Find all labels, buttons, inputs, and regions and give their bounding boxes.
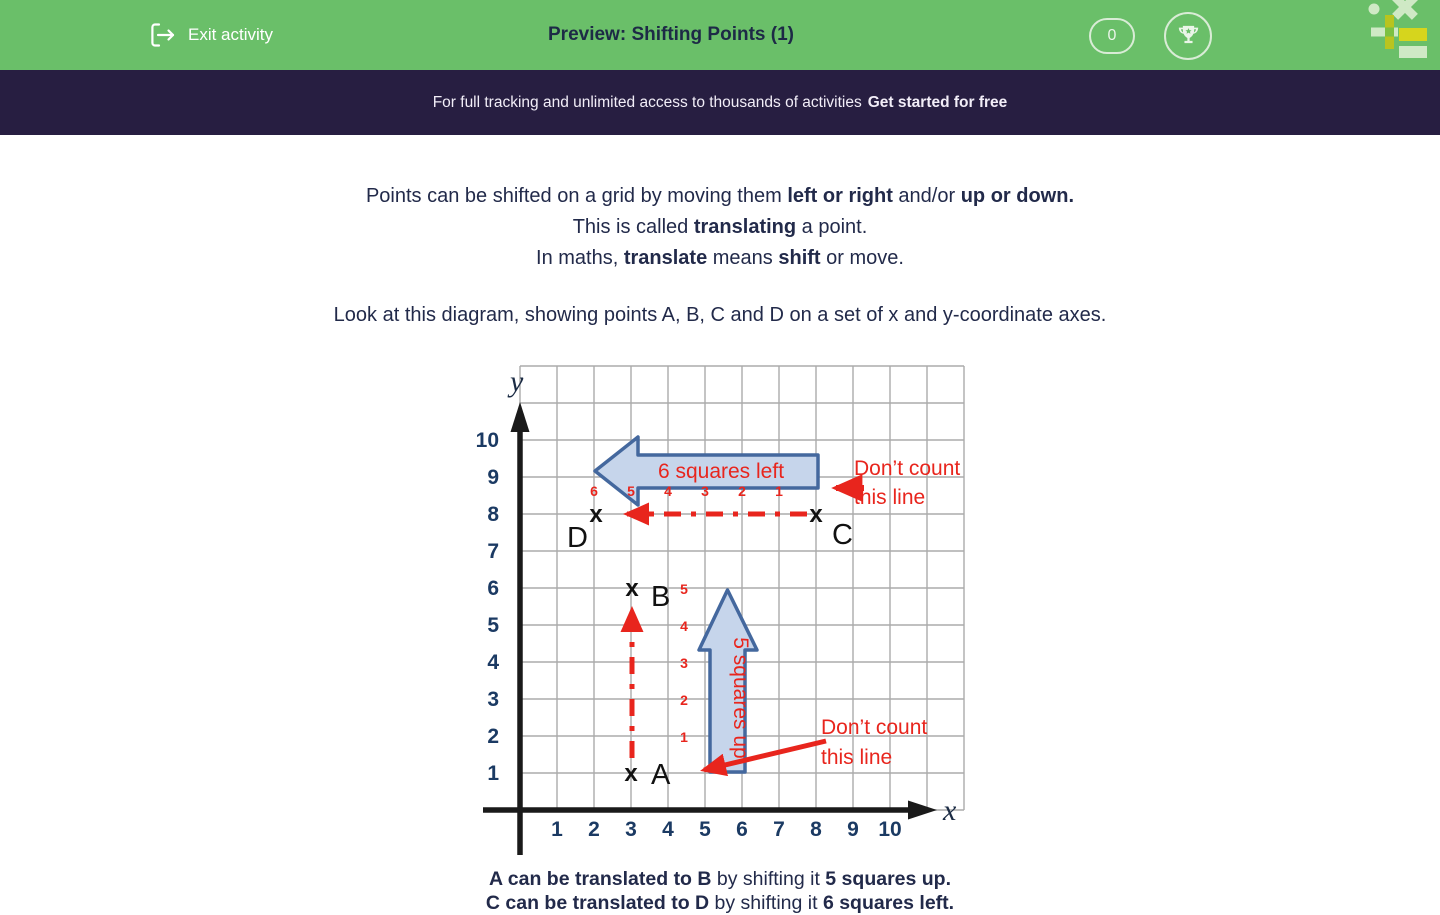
result-caption-clipped: [0, 892, 1440, 915]
logo-equals-icon: [1399, 28, 1427, 58]
intro-line-3: [0, 243, 1440, 274]
x-tick-label: 9: [847, 818, 859, 841]
intro-line-2: [0, 212, 1440, 243]
intro-bold: translating: [693, 216, 797, 238]
square-count-label: 2: [738, 483, 746, 499]
square-count-label: 5: [627, 483, 635, 499]
point-label-d: D: [567, 522, 588, 554]
square-count-label: 2: [680, 692, 688, 708]
x-tick-label: 1: [551, 818, 563, 841]
x-tick-label: 6: [736, 818, 748, 841]
x-tick-label: 5: [699, 818, 711, 841]
app-header: [0, 0, 1440, 70]
intro-bold: up or down.: [960, 185, 1075, 207]
x-tick-label: 2: [588, 818, 600, 841]
brand-logo: [1360, 0, 1440, 70]
y-axis-arrowhead: [511, 402, 530, 432]
y-tick-label: 9: [487, 466, 499, 489]
translation-arrow-up-label: 5 squares up: [729, 637, 752, 759]
intro-line-1: [0, 181, 1440, 212]
intro-text: means: [707, 247, 779, 269]
square-count-label: 5: [680, 581, 688, 597]
score-value: 0: [1107, 27, 1117, 44]
x-axis-label: x: [943, 794, 957, 827]
y-tick-label: 3: [487, 688, 499, 711]
intro-bold: shift: [778, 247, 821, 269]
translation-arrow-left-label: 6 squares left: [657, 460, 785, 483]
square-count-label: 6: [590, 483, 598, 499]
x-tick-label: 4: [662, 818, 674, 841]
y-tick-label: 8: [487, 503, 499, 526]
point-mark-b: x: [625, 575, 639, 602]
result-bold: 5 squares up.: [825, 868, 952, 890]
note-top-line-1: Don’t count: [854, 457, 961, 480]
score-badge: [1089, 18, 1135, 54]
note-top-line-2: this line: [854, 486, 926, 509]
intro-bold: translate: [623, 247, 708, 269]
coordinate-grid-diagram: [455, 358, 995, 858]
x-tick-label: 10: [878, 818, 902, 841]
diagram-caption: Look at this diagram, showing points A, B, C and D on a set of x and y-coordinate axes.: [333, 304, 1107, 326]
intro-text: a point.: [796, 216, 868, 238]
square-count-label: 1: [775, 483, 783, 499]
note-bottom-line-2: this line: [821, 746, 893, 769]
point-mark-c: x: [809, 501, 823, 528]
exit-icon: [148, 21, 178, 49]
square-count-label: 4: [664, 483, 672, 499]
result-bold: 6 squares left.: [822, 892, 955, 914]
y-tick-label: 6: [487, 577, 499, 600]
intro-paragraph: [0, 181, 1440, 274]
intro-text: This is called: [572, 216, 694, 238]
trophy-icon: [1175, 23, 1202, 50]
square-count-label: 3: [680, 655, 688, 671]
get-started-link[interactable]: Get started for free: [867, 93, 1008, 111]
y-axis-label: y: [510, 365, 524, 398]
trophy-button[interactable]: [1164, 12, 1212, 60]
y-tick-label: 7: [487, 540, 499, 563]
result-text: by shifting it: [711, 868, 826, 890]
exit-activity-label: Exit activity: [188, 25, 274, 44]
note-bottom-line-1: Don’t count: [821, 716, 928, 739]
point-mark-d: x: [589, 501, 603, 528]
y-tick-label: 1: [487, 762, 499, 785]
square-count-label: 4: [680, 618, 688, 634]
point-label-b: B: [651, 581, 671, 613]
square-count-label: 3: [701, 483, 709, 499]
x-axis-arrowhead: [908, 801, 937, 820]
intro-text: In maths,: [536, 247, 624, 269]
y-tick-label: 5: [487, 614, 499, 637]
x-tick-label: 7: [773, 818, 785, 841]
point-mark-a: x: [624, 760, 638, 787]
page-title: Preview: Shifting Points (1): [548, 24, 794, 45]
promo-text: For full tracking and unlimited access to thousands of activities: [432, 93, 862, 111]
exit-activity-button[interactable]: [148, 18, 273, 52]
x-tick-label: 3: [625, 818, 637, 841]
intro-text: and/or: [892, 185, 961, 207]
y-tick-label: 10: [475, 429, 499, 452]
point-label-c: C: [832, 519, 853, 551]
result-bold: A can be translated to B: [488, 868, 712, 890]
y-tick-label: 4: [487, 651, 499, 674]
y-tick-label: 2: [487, 725, 499, 748]
intro-bold: left or right: [787, 185, 893, 207]
intro-text: Points can be shifted on a grid by moving them: [365, 185, 788, 207]
x-tick-label: 8: [810, 818, 822, 841]
result-caption: [0, 868, 1440, 891]
point-label-a: A: [651, 759, 671, 791]
logo-dot-icon: [1369, 4, 1380, 15]
square-count-label: 1: [680, 729, 688, 745]
promo-banner: [0, 70, 1440, 135]
result-bold: C can be translated to D: [485, 892, 710, 914]
result-text: by shifting it: [709, 892, 823, 914]
intro-text: or move.: [820, 247, 904, 269]
logo-plus-icon: [1371, 15, 1398, 49]
